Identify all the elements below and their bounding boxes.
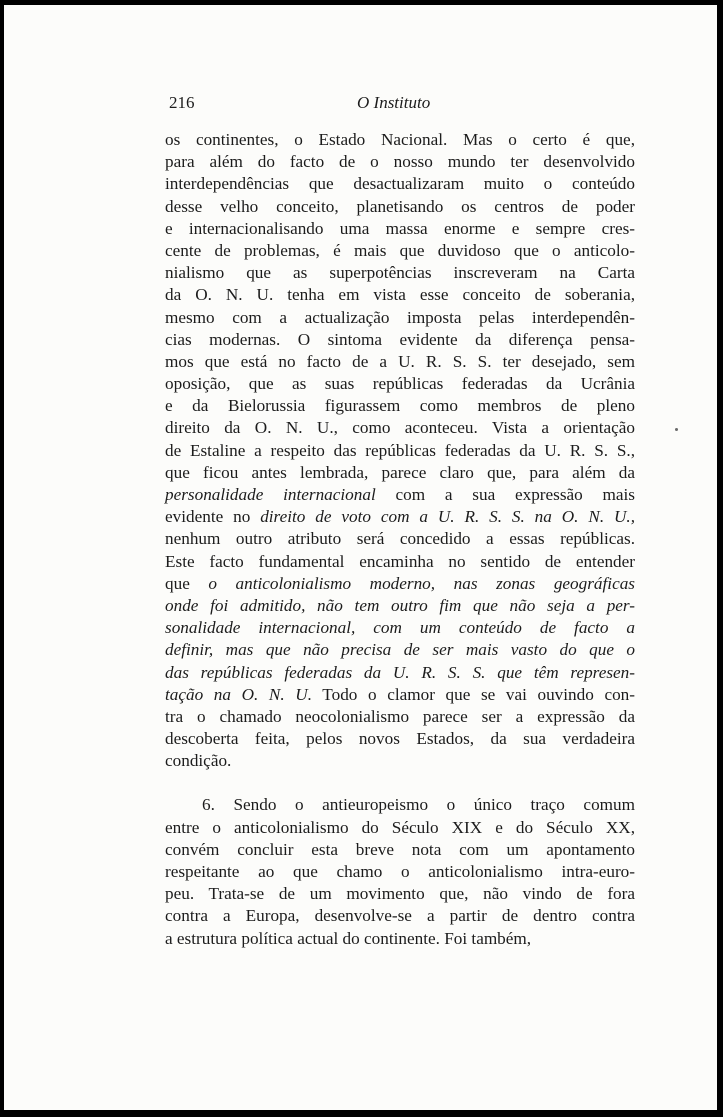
page-number: 216 bbox=[169, 93, 195, 112]
text-line bbox=[165, 196, 635, 218]
text-segment: mos que está no facto de a U. R. S. S. ter desejado, sem bbox=[165, 351, 635, 371]
text-line bbox=[165, 883, 635, 905]
text-segment: Este facto fundamental encaminha no sentido de entender bbox=[165, 551, 635, 571]
text-segment: que bbox=[165, 573, 209, 593]
text-segment: mesmo com a actualização imposta pelas interdependên- bbox=[165, 307, 635, 327]
text-line bbox=[165, 750, 635, 772]
text-line bbox=[165, 351, 635, 373]
text-segment: entre o anticolonialismo do Século XIX e do Século XX, bbox=[165, 817, 635, 837]
text-line bbox=[165, 262, 635, 284]
text-segment: e internacionalisando uma massa enorme e sempre cres- bbox=[165, 218, 635, 238]
text-line bbox=[165, 417, 635, 439]
italic-segment: o anticolonialismo moderno, nas zonas geográficas bbox=[208, 573, 635, 593]
text-segment: convém concluir esta breve nota com um apontamento bbox=[165, 839, 635, 859]
text-segment: e da Bielorussia figurassem como membros de pleno bbox=[165, 396, 635, 416]
text-segment: evidente no bbox=[165, 507, 261, 527]
text-line bbox=[165, 639, 635, 661]
text-segment: Todo o clamor que se vai ouvindo con- bbox=[312, 684, 635, 704]
text-segment: peu. Trata-se de um movimento que, não vindo de fora bbox=[165, 884, 635, 904]
text-segment: os continentes, o Estado Nacional. Mas o certo é que, bbox=[165, 130, 635, 149]
text-line bbox=[165, 151, 635, 173]
text-line bbox=[165, 684, 635, 706]
text-line bbox=[165, 794, 635, 816]
text-segment: oposição, que as suas repúblicas federadas da Ucrânia bbox=[165, 374, 635, 394]
italic-segment: das repúblicas federadas da U. R. S. S. que têm represen- bbox=[165, 662, 635, 682]
text-segment: respeitante ao que chamo o anticolonialismo intra-euro- bbox=[165, 862, 635, 881]
italic-segment: direito de voto com a U. R. S. S. na O. N. U., bbox=[260, 507, 636, 527]
text-segment: para além do facto de o nosso mundo ter desenvolvido bbox=[165, 152, 635, 172]
text-line bbox=[165, 573, 635, 595]
text-line bbox=[165, 373, 635, 395]
italic-segment: onde foi admitido, não tem outro fim que não seja a per- bbox=[165, 595, 635, 615]
italic-segment: personalidade internacional bbox=[165, 485, 376, 504]
text-line bbox=[165, 528, 635, 550]
text-segment: descoberta feita, pelos novos Estados, da sua verdadeira bbox=[165, 729, 635, 749]
text-line bbox=[165, 440, 635, 462]
text-line bbox=[165, 728, 635, 750]
text-line bbox=[165, 861, 635, 883]
text-segment: desse velho conceito, planetisando os centros de poder bbox=[165, 196, 635, 216]
text-segment: nialismo que as superpotências inscreveram na Carta bbox=[165, 263, 635, 283]
print-speck bbox=[675, 428, 678, 431]
running-title: O Instituto bbox=[357, 93, 431, 112]
text-line bbox=[165, 662, 635, 684]
text-line bbox=[165, 484, 635, 506]
text-line bbox=[165, 173, 635, 195]
text-line bbox=[165, 329, 635, 351]
text-segment: a estrutura política actual do continente. Foi também, bbox=[165, 928, 532, 948]
italic-segment: tação na O. N. U. bbox=[165, 684, 312, 704]
text-segment: cias modernas. O sintoma evidente da diferença pensa- bbox=[165, 329, 635, 349]
text-segment: direito da O. N. U., como aconteceu. Vista a orientação bbox=[165, 418, 635, 438]
text-line bbox=[165, 129, 635, 151]
text-line bbox=[165, 395, 635, 417]
text-line bbox=[165, 218, 635, 240]
text-line bbox=[165, 307, 635, 329]
text-segment: da O. N. U. tenha em vista esse conceito de soberania, bbox=[165, 285, 635, 305]
text-line bbox=[165, 817, 635, 839]
text-line bbox=[165, 928, 635, 950]
text-segment: 6. Sendo o antieuropeismo o único traço comum bbox=[202, 795, 635, 815]
paragraph-1 bbox=[165, 129, 635, 772]
text-segment: com a sua expressão mais bbox=[375, 485, 635, 504]
paragraph-gap bbox=[165, 772, 635, 794]
text-segment: que ficou antes lembrada, parece claro que, para além da bbox=[165, 462, 635, 482]
italic-segment: definir, mas que não precisa de ser mais vasto do que o bbox=[165, 640, 635, 660]
body-text bbox=[165, 129, 635, 950]
text-line bbox=[165, 905, 635, 927]
paragraph-2 bbox=[165, 794, 635, 949]
text-line bbox=[165, 551, 635, 573]
text-segment: cente de problemas, é mais que duvidoso que o anticolo- bbox=[165, 240, 635, 260]
text-line bbox=[165, 839, 635, 861]
text-segment: condição. bbox=[165, 751, 232, 771]
text-line bbox=[165, 506, 635, 528]
text-segment: contra a Europa, desenvolve-se a partir de dentro contra bbox=[165, 906, 635, 926]
text-line bbox=[165, 284, 635, 306]
text-segment: tra o chamado neocolonialismo parece ser a expressão da bbox=[165, 706, 635, 726]
text-line bbox=[165, 617, 635, 639]
italic-segment: sonalidade internacional, com um conteúdo de facto a bbox=[165, 618, 635, 638]
text-line bbox=[165, 595, 635, 617]
text-line bbox=[165, 706, 635, 728]
text-line bbox=[165, 240, 635, 262]
text-segment: nenhum outro atributo será concedido a essas repúblicas. bbox=[165, 529, 635, 549]
text-segment: interdependências que desactualizaram muito o conteúdo bbox=[165, 174, 635, 194]
text-segment: de Estaline a respeito das repúblicas federadas da U. R. S. S., bbox=[165, 440, 635, 460]
text-line bbox=[165, 462, 635, 484]
